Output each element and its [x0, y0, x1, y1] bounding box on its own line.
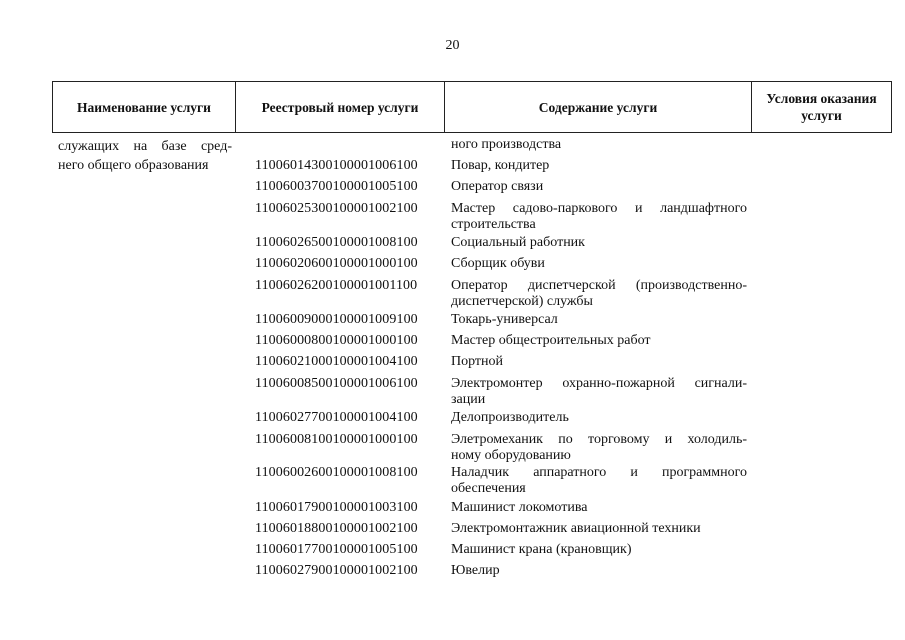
service-content — [451, 465, 747, 497]
registry-number: 11006014300100001006100 — [255, 158, 418, 173]
service-content-line: зации — [451, 392, 486, 407]
registry-number: 11006026200100001001100 — [255, 278, 418, 293]
registry-number: 11006027900100001002100 — [255, 563, 418, 578]
registry-number: 11006027700100001004100 — [255, 410, 418, 425]
content-continued: ного производства — [451, 137, 562, 152]
service-content-line: ному оборудованию — [451, 448, 571, 463]
service-content: Социальный работник — [451, 235, 585, 250]
registry-number: 11006002600100001008100 — [255, 465, 418, 480]
service-content: Ювелир — [451, 563, 500, 578]
service-content: Оператор связи — [451, 179, 544, 194]
registry-number: 11006025300100001002100 — [255, 201, 418, 216]
service-content: Повар, кондитер — [451, 158, 550, 173]
service-content — [451, 432, 747, 464]
registry-number: 11006003700100001005100 — [255, 179, 418, 194]
service-name-cell — [58, 137, 232, 175]
service-content-line: Элетромеханик по торговому и холодиль- — [451, 432, 747, 447]
service-content: Токарь-универсал — [451, 312, 558, 327]
registry-number: 11006008500100001006100 — [255, 376, 418, 391]
registry-number: 11006000800100001000100 — [255, 333, 418, 348]
service-content-line: Оператор диспетчерской (производственно- — [451, 278, 747, 293]
header-service-name: Наименование услуги — [53, 82, 236, 132]
service-content: Машинист локомотива — [451, 500, 588, 515]
registry-number: 11006009000100001009100 — [255, 312, 418, 327]
service-content: Машинист крана (крановщик) — [451, 542, 632, 557]
service-content — [451, 278, 747, 310]
service-content-line: Мастер садово-паркового и ландшафтного — [451, 201, 747, 216]
header-service-content: Содержание услуги — [445, 82, 752, 132]
registry-number: 11006020600100001000100 — [255, 256, 418, 271]
service-content-line: обеспечения — [451, 481, 526, 496]
header-service-conditions: Условия оказания услуги — [766, 91, 877, 123]
header-registry-number: Реестровый номер услуги — [236, 82, 445, 132]
service-content: Портной — [451, 354, 504, 369]
service-content — [451, 376, 747, 408]
registry-number: 11006017900100001003100 — [255, 500, 418, 515]
registry-number: 11006021000100001004100 — [255, 354, 418, 369]
service-content-line: Наладчик аппаратного и программного — [451, 465, 747, 480]
service-content-line: строительства — [451, 217, 536, 232]
service-content: Мастер общестроительных работ — [451, 333, 651, 348]
service-content: Электромонтажник авиационной техники — [451, 521, 701, 536]
service-content-line: диспетчерской) службы — [451, 294, 593, 309]
service-name-line: него общего образования — [58, 158, 209, 173]
service-content-line: Электромонтер охранно-пожарной сигнали- — [451, 376, 747, 391]
service-content: Сборщик обуви — [451, 256, 545, 271]
service-content — [451, 201, 747, 233]
registry-number: 11006018800100001002100 — [255, 521, 418, 536]
service-name-line: служащих на базе сред- — [58, 139, 232, 154]
registry-number: 11006008100100001000100 — [255, 432, 418, 447]
registry-number: 11006017700100001005100 — [255, 542, 418, 557]
table-header — [52, 81, 892, 133]
registry-number: 11006026500100001008100 — [255, 235, 418, 250]
page-number: 20 — [445, 38, 460, 53]
service-content: Делопроизводитель — [451, 410, 569, 425]
